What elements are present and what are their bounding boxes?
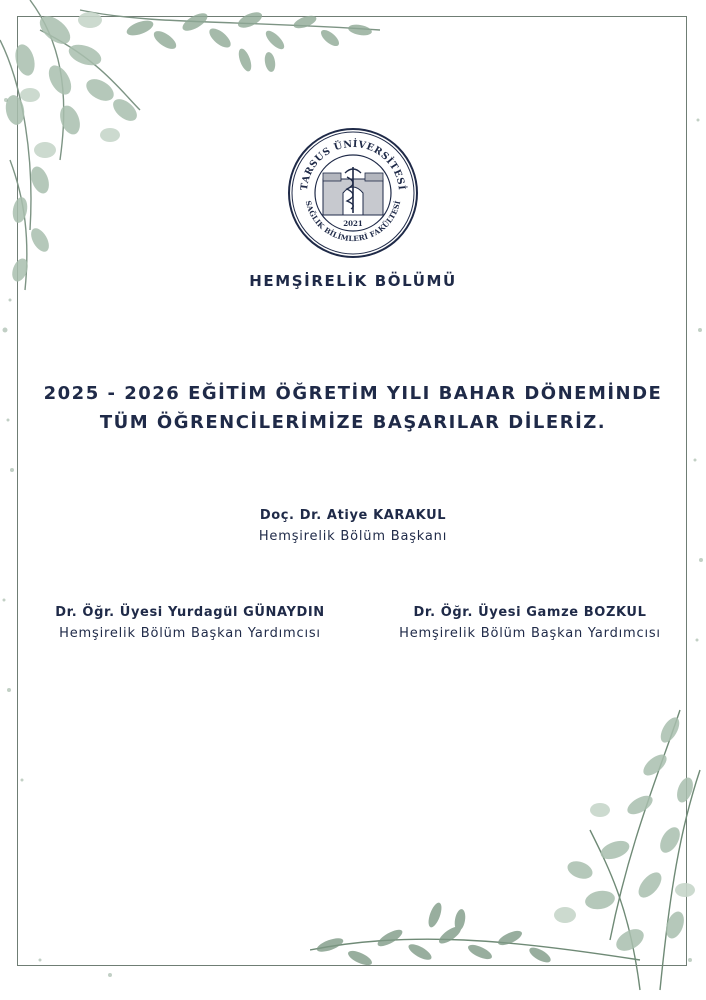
logo-top-text: TARSUS ÜNİVERSİTESİ — [298, 138, 407, 192]
department-title: HEMŞİRELİK BÖLÜMÜ — [249, 272, 457, 290]
greeting-line-1: 2025 - 2026 EĞİTİM ÖĞRETİM YILI BAHAR DÖNEMİNDE — [43, 383, 663, 404]
deputy-2-name: Dr. Öğr. Üyesi Gamze BOZKUL — [413, 605, 647, 620]
deputy-2-title: Hemşirelik Bölüm Başkan Yardımcısı — [399, 626, 661, 641]
head-name: Doç. Dr. Atiye KARAKUL — [259, 508, 447, 523]
greeting-line-2: TÜM ÖĞRENCİLERİMİZE BAŞARILAR DİLERİZ. — [99, 412, 607, 433]
deputy-1-title: Hemşirelik Bölüm Başkan Yardımcısı — [59, 626, 321, 641]
head-title: Hemşirelik Bölüm Başkanı — [258, 529, 448, 544]
castle-gate-icon — [323, 167, 383, 215]
logo-year: 2021 — [343, 219, 363, 228]
deputy-1-name: Dr. Öğr. Üyesi Yurdagül GÜNAYDIN — [55, 605, 325, 620]
logo-bottom-text: SAĞLIK BİLİMLERİ FAKÜLTESİ — [303, 199, 403, 244]
university-logo — [287, 127, 419, 259]
